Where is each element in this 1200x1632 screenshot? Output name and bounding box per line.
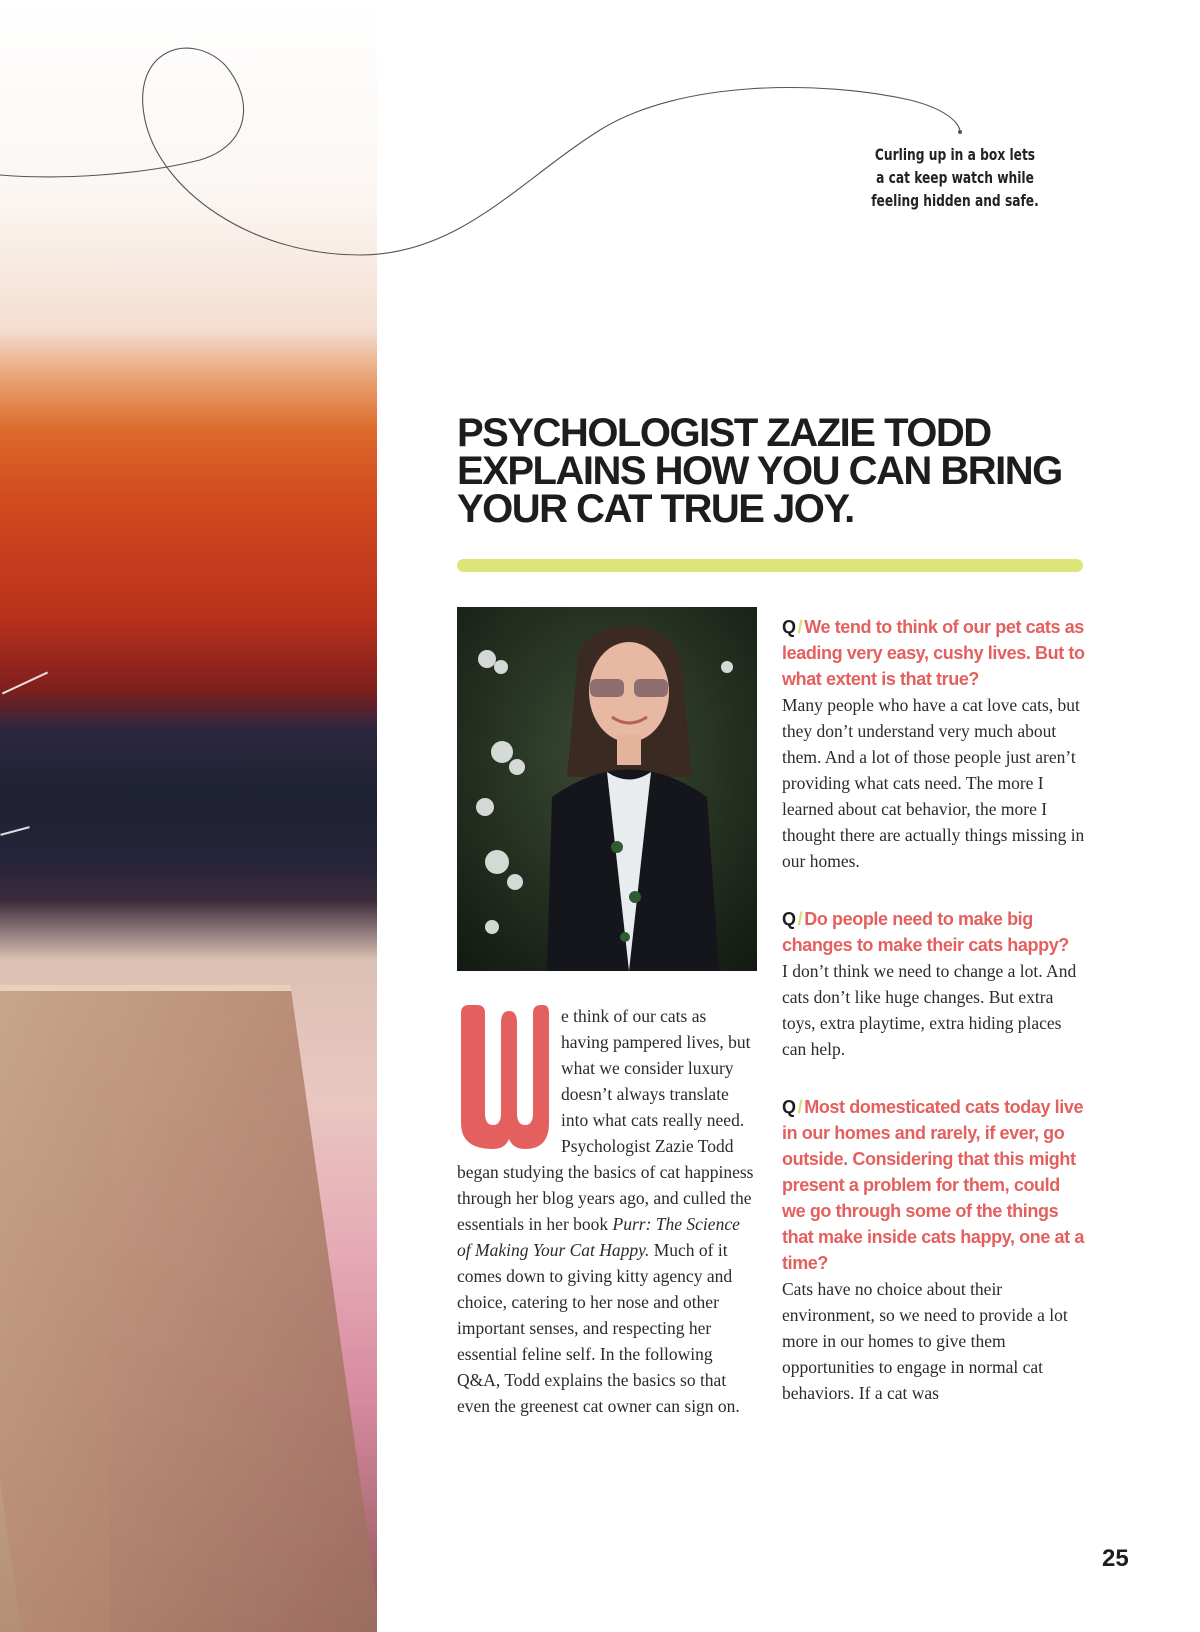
page-number: 25 xyxy=(1102,1545,1129,1572)
book-title: Purr: The Science of Making Your Cat Happy. xyxy=(457,1214,740,1260)
intro-paragraph xyxy=(457,1003,757,1419)
intro-text-part2: Much of it comes down to giving kitty agency and choice, catering to her nose and other important senses, and respecting her essential feline self. In the following Q&A, Todd explains the basics so that even the greenest cat owner can sign on. xyxy=(457,1240,740,1416)
whisker xyxy=(2,672,48,695)
qa-item xyxy=(782,1094,1087,1406)
intro-text-part1: e think of our cats as having pampered lives, but what we consider luxury doesn’t always translate into what cats really need. Psychologist Zazie Todd began studying the basics of cat happiness through her blog years ago, and culled the essentials in her book xyxy=(457,1006,754,1234)
headline: PSYCHOLOGIST ZAZIE TODD EXPLAINS HOW YOU CAN BRING YOUR CAT TRUE JOY. xyxy=(457,411,1062,531)
whisker xyxy=(0,826,29,836)
answer: Many people who have a cat love cats, but they don’t understand very much about them. And a lot of those people just aren’t providing what cats need. The more I learned about cat behavior, the more I thought there are actually things missing in our homes. xyxy=(782,695,1085,871)
q-marker: Q xyxy=(782,617,796,637)
answer: Cats have no choice about their environment, so we need to provide a lot more in our homes to give them opportunities to engage in normal cat behaviors. If a cat was xyxy=(782,1279,1068,1403)
q-slash: / xyxy=(797,1097,803,1117)
question xyxy=(782,614,1087,692)
dropcap-w xyxy=(457,1003,551,1153)
author-portrait xyxy=(457,607,757,971)
question-text: Most domesticated cats today live in our homes and rarely, if ever, go outside. Considering that this might present a problem for them, could we go through some of the things that make inside cats happy, one at a time? xyxy=(782,1097,1084,1273)
q-marker: Q xyxy=(782,1097,796,1117)
qa-item xyxy=(782,906,1087,1062)
box-flap xyxy=(0,985,377,1632)
question-text: We tend to think of our pet cats as leading very easy, cushy lives. But to what extent is that true? xyxy=(782,617,1085,689)
question xyxy=(782,1094,1087,1276)
question-text: Do people need to make big changes to make their cats happy? xyxy=(782,909,1069,955)
q-slash: / xyxy=(797,909,803,929)
highlight-rule xyxy=(457,559,1083,572)
photo-caption: Curling up in a box lets a cat keep watch while feeling hidden and safe. xyxy=(871,145,1039,210)
q-slash: / xyxy=(797,617,803,637)
question xyxy=(782,906,1087,958)
qa-item xyxy=(782,614,1087,874)
answer: I don’t think we need to change a lot. And cats don’t like huge changes. But extra toys, extra playtime, extra hiding places can help. xyxy=(782,961,1077,1059)
decorative-curl-line xyxy=(0,40,1000,280)
qa-column xyxy=(782,614,1087,1438)
q-marker: Q xyxy=(782,909,796,929)
